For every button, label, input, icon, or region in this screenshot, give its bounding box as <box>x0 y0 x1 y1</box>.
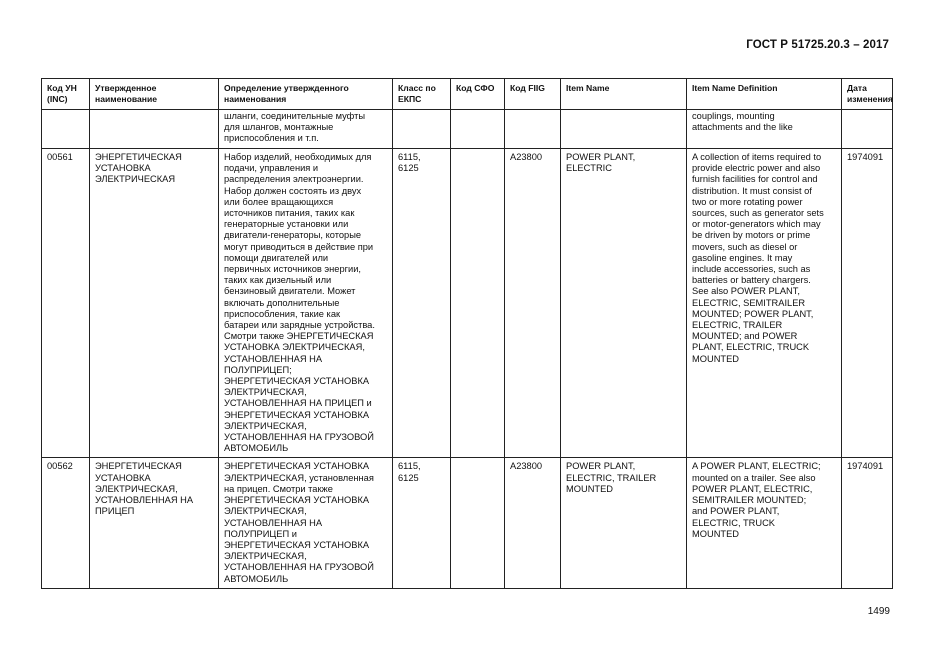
cell-sfo-code <box>451 458 505 588</box>
cell-fiig-code: A23800 <box>505 149 561 458</box>
cell-approved-name: ЭНЕРГЕТИЧЕСКАЯ УСТАНОВКА ЭЛЕКТРИЧЕСКАЯ <box>90 149 219 458</box>
cell-change-date <box>842 110 893 149</box>
cell-ekps-class: 6115, 6125 <box>393 458 451 588</box>
cell-approved-name <box>90 110 219 149</box>
col-header-item-name-definition: Item Name Definition <box>687 79 842 110</box>
cell-fiig-code: A23800 <box>505 458 561 588</box>
cell-fiig-code <box>505 110 561 149</box>
table-row <box>42 149 893 458</box>
cell-item-name-definition: A collection of items required to provide electric power and also furnish facilities for control and distribution. It must consist of two or more rotating power sources, such as generator sets or motor-generators which may be driven by motors or prime movers, such as diesel or gasoline engines. It may include accessories, such as batteries or battery chargers. See also POWER PLANT, ELECTRIC, SEMITRAILER MOUNTED; POWER PLANT, ELECTRIC, TRAILER MOUNTED; and POWER PLANT, ELECTRIC, TRUCK MOUNTED <box>687 149 842 458</box>
cell-sfo-code <box>451 110 505 149</box>
col-header-sfo-code: Код СФО <box>451 79 505 110</box>
cell-item-name: POWER PLANT, ELECTRIC <box>561 149 687 458</box>
cell-change-date: 1974091 <box>842 458 893 588</box>
col-header-item-name: Item Name <box>561 79 687 110</box>
cell-ekps-class <box>393 110 451 149</box>
col-header-change-date: Дата изменения <box>842 79 893 110</box>
col-header-approved-name: Утвержденное наименование <box>90 79 219 110</box>
col-header-fiig-code: Код FIIG <box>505 79 561 110</box>
cell-item-name-definition: A POWER PLANT, ELECTRIC; mounted on a trailer. See also POWER PLANT, ELECTRIC, SEMITRAILER MOUNTED; and POWER PLANT, ELECTRIC, TRUCK MOUNTED <box>687 458 842 588</box>
cell-change-date: 1974091 <box>842 149 893 458</box>
document-standard-header: ГОСТ Р 51725.20.3 – 2017 <box>746 39 889 51</box>
cell-ekps-class: 6115, 6125 <box>393 149 451 458</box>
col-header-ekps-class: Класс по ЕКПС <box>393 79 451 110</box>
cell-item-name <box>561 110 687 149</box>
cell-definition: шланги, соединительные муфты для шлангов, монтажные приспособления и т.п. <box>219 110 393 149</box>
cell-inc: 00562 <box>42 458 90 588</box>
cell-inc: 00561 <box>42 149 90 458</box>
cell-sfo-code <box>451 149 505 458</box>
col-header-inc: Код УН (INC) <box>42 79 90 110</box>
cell-item-name: POWER PLANT, ELECTRIC, TRAILER MOUNTED <box>561 458 687 588</box>
page-number: 1499 <box>867 606 890 617</box>
table-header-row <box>42 79 893 110</box>
cell-inc <box>42 110 90 149</box>
cell-definition: Набор изделий, необходимых для подачи, управления и распределения электроэнергии. Набор должен состоять из двух или более вращающихся источников питания, таких как генераторные установки или двигатели-генераторы, которые могут приводиться в действие при помощи двигателей или первичных источников энергии, таких как дизельный или бензиновый двигатели. Может включать дополнительные приспособления, такие как батареи или зарядные устройства. Смотри также ЭНЕРГЕТИЧЕСКАЯ УСТАНОВКА ЭЛЕКТРИЧЕСКАЯ, УСТАНОВЛЕННАЯ НА ПОЛУПРИЦЕП; ЭНЕРГЕТИЧЕСКАЯ УСТАНОВКА ЭЛЕКТРИЧЕСКАЯ, УСТАНОВЛЕННАЯ НА ПРИЦЕП и ЭНЕРГЕТИЧЕСКАЯ УСТАНОВКА ЭЛЕКТРИЧЕСКАЯ, УСТАНОВЛЕННАЯ НА ГРУЗОВОЙ АВТОМОБИЛЬ <box>219 149 393 458</box>
gost-item-table <box>41 78 893 589</box>
table-row <box>42 110 893 149</box>
cell-approved-name: ЭНЕРГЕТИЧЕСКАЯ УСТАНОВКА ЭЛЕКТРИЧЕСКАЯ, УСТАНОВЛЕННАЯ НА ПРИЦЕП <box>90 458 219 588</box>
cell-item-name-definition: couplings, mounting attachments and the like <box>687 110 842 149</box>
col-header-definition: Определение утвержденного наименования <box>219 79 393 110</box>
table-row <box>42 458 893 588</box>
cell-definition: ЭНЕРГЕТИЧЕСКАЯ УСТАНОВКА ЭЛЕКТРИЧЕСКАЯ, установленная на прицеп. Смотри также ЭНЕРГЕТИЧЕСКАЯ УСТАНОВКА ЭЛЕКТРИЧЕСКАЯ, УСТАНОВЛЕННАЯ НА ПОЛУПРИЦЕП и ЭНЕРГЕТИЧЕСКАЯ УСТАНОВКА ЭЛЕКТРИЧЕСКАЯ, УСТАНОВЛЕННАЯ НА ГРУЗОВОЙ АВТОМОБИЛЬ <box>219 458 393 588</box>
